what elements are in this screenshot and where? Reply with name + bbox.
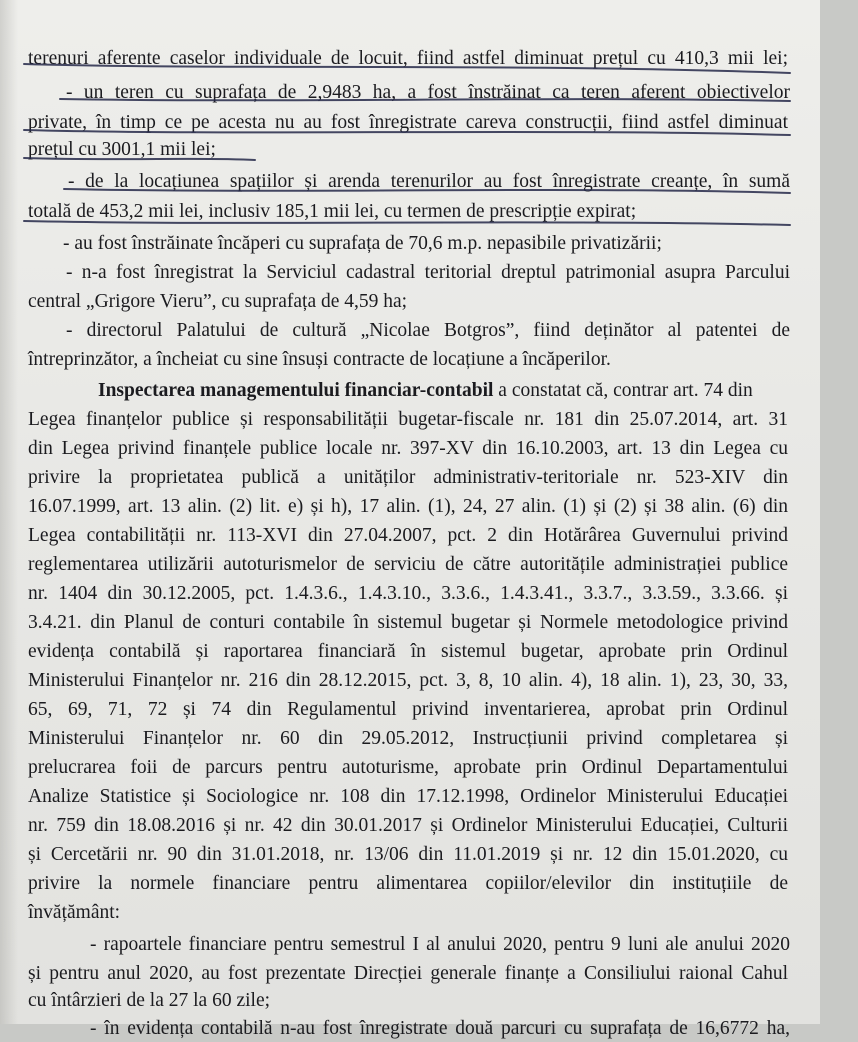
text-line: Legea contabilității nr. 113-XVI din 27.04.2007, pct. 2 din Hotărârea Guvernului privind <box>28 525 788 546</box>
text-line: central „Grigore Vieru”, cu suprafața de 4,59 ha; <box>28 291 408 312</box>
text-line: 65, 69, 71, 72 și 74 din Regulamentul privind inventarierea, aprobat prin Ordinul <box>28 699 788 720</box>
bold-lead: Inspectarea managementului financiar-contabil <box>98 380 494 401</box>
text-line: privire la proprietatea publică a unităților administrativ-teritoriale nr. 523-XIV din <box>28 467 788 488</box>
text-line: 16.07.1999, art. 13 alin. (2) lit. e) și h), 17 alin. (1), 24, 27 alin. (1) și (2) și 38 alin. (6) din <box>28 496 788 517</box>
text-line: 3.4.21. din Planul de conturi contabile în sistemul bugetar și Normele metodologice privind <box>28 612 788 633</box>
text-line: terenuri aferente caselor individuale de locuit, fiind astfel diminuat prețul cu 410,3 mii lei; <box>28 48 788 69</box>
text-line: Analize Statistice și Sociologice nr. 108 din 17.12.1998, Ordinelor Ministerului Educației <box>28 786 788 807</box>
text-line: Legea finanțelor publice și responsabilității bugetar-fiscale nr. 181 din 25.07.2014, art. 31 <box>28 409 788 430</box>
text-line: - un teren cu suprafața de 2,9483 ha, a fost înstrăinat ca teren aferent obiectivelor <box>66 82 790 103</box>
text-line: învățământ: <box>28 902 121 923</box>
text-line: - n-a fost înregistrat la Serviciul cadastral teritorial dreptul patrimonial asupra Parcului <box>66 262 790 283</box>
text-line: și Cercetării nr. 90 din 31.01.2018, nr. 13/06 din 11.01.2019 și nr. 12 din 15.01.2020, cu <box>28 844 788 865</box>
pen-underline <box>24 158 255 160</box>
text-line: nr. 759 din 18.08.2016 și nr. 42 din 30.01.2017 și Ordinelor Ministerului Educației, Culturii <box>28 815 788 836</box>
text-line: prețul cu 3001,1 mii lei; <box>28 139 216 160</box>
pen-underline <box>64 189 790 193</box>
pen-underline <box>24 130 790 135</box>
text-line: privire la normele financiare pentru alimentarea copiilor/elevilor din instituțiile de <box>28 873 788 894</box>
text-line: Ministerului Finanțelor nr. 60 din 29.05.2012, Instrucțiunii privind completarea și <box>28 728 788 749</box>
text-line: - în evidența contabilă n-au fost înregistrate două parcuri cu suprafața de 16,6772 ha, <box>90 1018 790 1039</box>
text-line: - de la locațiunea spațiilor și arenda terenurilor au fost înregistrate creanțe, în sumă <box>68 171 790 192</box>
text-line: din Legea privind finanțele publice locale nr. 397-XV din 16.10.2003, art. 13 din Legea cu <box>28 438 788 459</box>
text-line: - directorul Palatului de cultură „Nicolae Botgros”, fiind deținător al patentei de <box>66 320 790 341</box>
pen-underline <box>24 221 790 225</box>
text-line: evidența contabilă și raportarea financiară în sistemul bugetar, aprobate prin Ordinul <box>28 641 788 662</box>
text-line: cu întârzieri de la 27 la 60 zile; <box>28 990 271 1011</box>
text-line: Ministerului Finanțelor nr. 216 din 28.12.2015, pct. 3, 8, 10 alin. 4), 18 alin. 1), 23, 30, 33, <box>28 670 788 691</box>
pen-underline <box>60 99 790 101</box>
text-line: totală de 453,2 mii lei, inclusiv 185,1 mii lei, cu termen de prescripție expirat; <box>28 201 637 222</box>
text-line: întreprinzător, a încheiat cu sine însuși contracte de locațiune a încăperilor. <box>28 349 611 370</box>
text-line: - rapoartele financiare pentru semestrul I al anului 2020, pentru 9 luni ale anului 2020 <box>90 934 790 955</box>
text-line: reglementarea utilizării autoturismelor de serviciu de către autoritățile administrației publice <box>28 554 788 575</box>
text-line: - au fost înstrăinate încăperi cu suprafața de 70,6 m.p. nepasibile privatizării; <box>63 233 662 254</box>
text-line: a constatat că, contrar art. 74 din <box>498 380 753 401</box>
pen-underline <box>24 64 790 73</box>
text-line: nr. 1404 din 30.12.2005, pct. 1.4.3.6., 1.4.3.10., 3.3.6., 1.4.3.41., 3.3.7., 3.3.59., 3.3.66. și <box>28 583 788 604</box>
text-line: și pentru anul 2020, au fost prezentate Direcției generale finanțe a Consiliului raional Cahul <box>28 963 788 984</box>
text-line: prelucrarea foii de parcurs pentru autoturisme, aprobate prin Ordinul Departamentului <box>28 757 788 778</box>
text-line: private, în timp ce pe acesta nu au fost înregistrate careva construcții, fiind astfel diminuat <box>28 112 788 133</box>
